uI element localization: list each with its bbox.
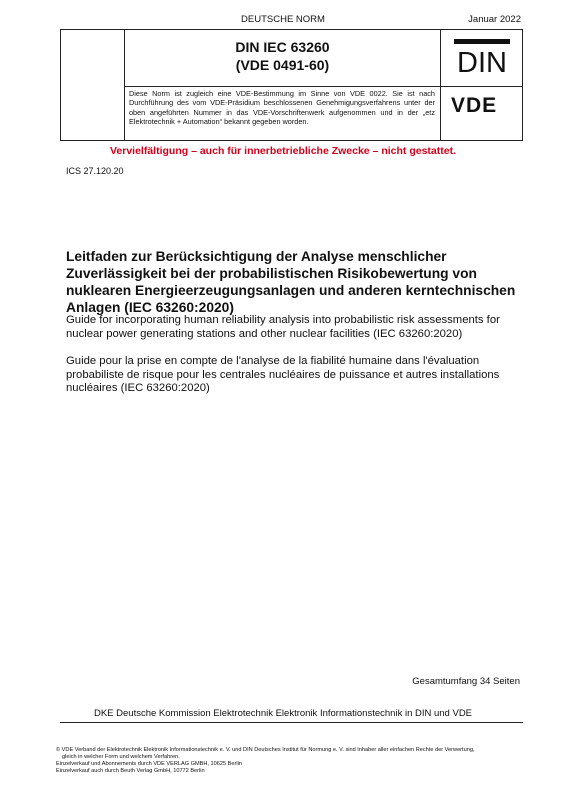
din-logo [453,38,511,76]
copyright-footer [56,747,526,775]
vde-approval-note: Diese Norm ist zugleich eine VDE-Bestimmung im Sinne von VDE 0022. Sie ist nach Durchführung des vom VDE-Präsidium beschlossenen Genehmigungsverfahrens unter der oben angeführten Nummer in das VDE-Vorschriftenwerk aufgenommen und in der „etz Elektrotechnik + Automation“ bekannt gegeben worden. [129,89,435,127]
vde-number: (VDE 0491-60) [235,57,330,73]
ics-code: ICS 27.120.20 [66,166,124,176]
reproduction-notice: Vervielfältigung – auch für innerbetriebliche Zwecke – nicht gestattet. [109,145,456,157]
footer-divider [60,722,523,723]
document-series: DEUTSCHE NORM [241,14,325,25]
standard-header-box [60,29,523,141]
vde-logo: VDE [451,94,498,117]
footer-line: gleich in welcher Form und welchem Verfahren. [62,754,180,760]
title-french: Guide pour la prise en compte de l'analyse de la fiabilité humaine dans l'évaluation probabiliste de risque pour les centrales nucléaires de puissance et autres installations nucléaires (IEC 63260:2020) [66,355,500,394]
total-pages: Gesamtumfang 34 Seiten [412,676,520,687]
footer-line: Einzelverkauf und Abonnements durch VDE VERLAG GMBH, 10625 Berlin [56,761,242,767]
title-german: Leitfaden zur Berücksichtigung der Analyse menschlicher Zuverlässigkeit bei der probabilistischen Risikobewertung von nuklearen Energieerzeugungsanlagen und anderen kerntechnischen Anlagen (IEC 63260:2020) [66,249,516,315]
footer-line: Einzelverkauf auch durch Beuth Verlag GmbH, 10772 Berlin [56,768,205,774]
publication-date: Januar 2022 [468,14,521,25]
standard-number: DIN IEC 63260 [235,39,330,55]
standard-designation [125,38,440,74]
din-logo-text: DIN [457,47,507,76]
footer-line: © VDE Verband der Elektrotechnik Elektronik Informationstechnik e. V. und DIN Deutsches Institut für Normung e. V. sind Inhaber aller einfachen Rechte der Verwertung, [56,747,475,753]
committee-line: DKE Deutsche Kommission Elektrotechnik Elektronik Informationstechnik in DIN und VDE [93,708,473,719]
title-english: Guide for incorporating human reliability analysis into probabilistic risk assessments for nuclear power generating stations and other nuclear facilities (IEC 63260:2020) [66,314,500,340]
